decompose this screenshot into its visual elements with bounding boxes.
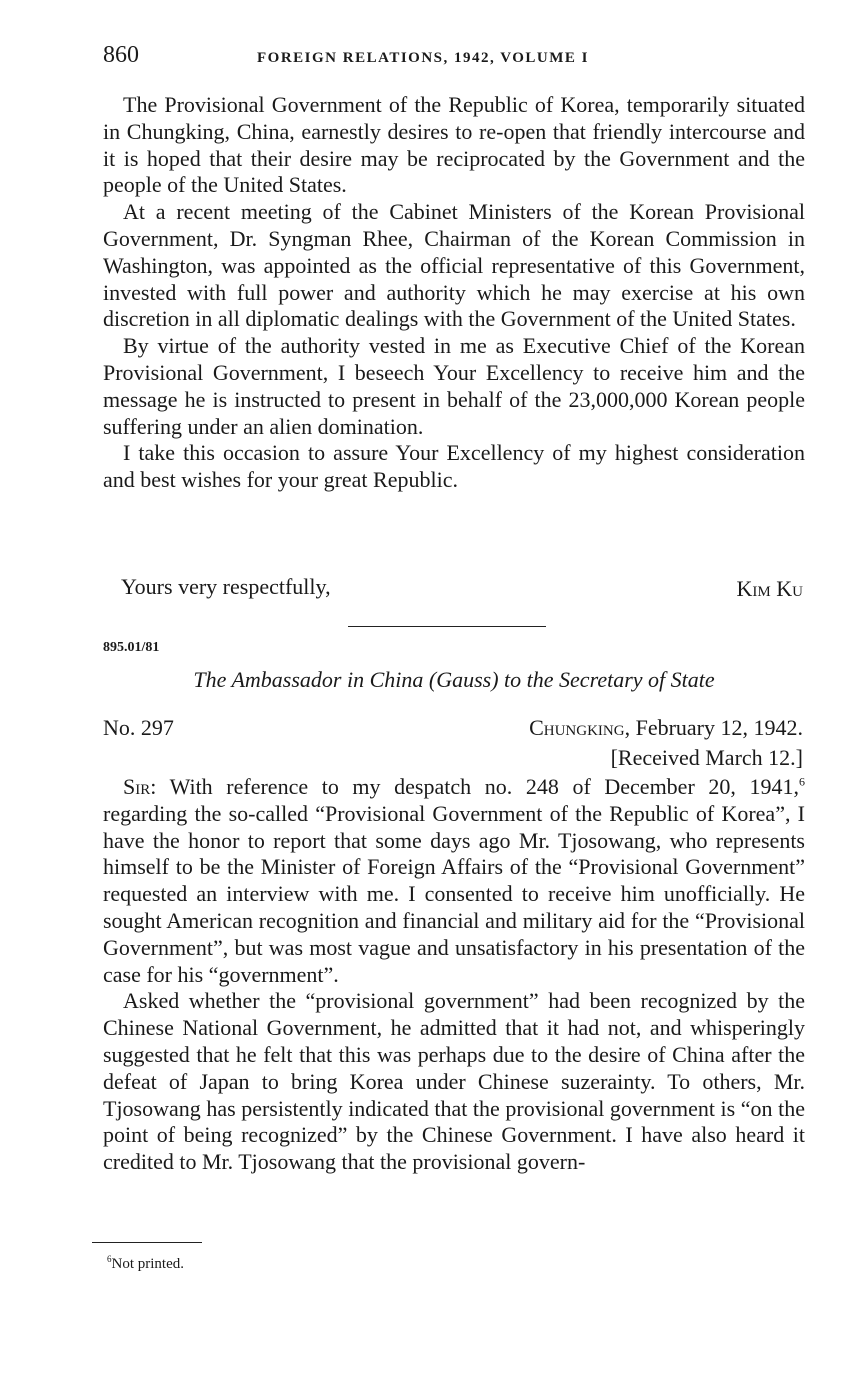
letter-paragraph-4: I take this occasion to assure Your Excellency of my highest consideration and best wishes for your great Republic.: [103, 440, 805, 493]
signature: Kim Ku: [736, 576, 803, 601]
footnote-marker: 6: [107, 1254, 112, 1264]
footnote-text: Not printed.: [111, 1256, 184, 1272]
running-head: FOREIGN RELATIONS, 1942, VOLUME I: [257, 50, 590, 66]
footnote-ref: 6: [799, 774, 805, 789]
salutation: Sir: [123, 774, 151, 799]
despatch-paragraph-1-b: regarding the so-called “Provisional Government of the Republic of Korea”, I have the honor to report that some days ago Mr. Tjosowang, who represents himself to be the Minister of Foreign Affairs of the “Provisional Government” requested an interview with me. I consented to receive him unofficially. He sought American recognition and financial and military aid for the “Provisional Government”, but was most vague and unsatisfactory in his presentation of the case for his “government”.: [103, 800, 805, 987]
received-date: [Received March 12.]: [610, 745, 803, 770]
letter-paragraph-3: By virtue of the authority vested in me as Executive Chief of the Korean Provisional Government, I beseech Your Excellency to receive him and the message he is instructed to present in behalf of the 23,000,000 Korean people suffering under an alien domination.: [103, 333, 805, 439]
footnote: [107, 1256, 184, 1273]
dateline: [103, 715, 805, 775]
despatch-number: No. 297: [103, 715, 174, 740]
despatch-paragraph-1-a: : With reference to my despatch no. 248 of December 20, 1941,: [150, 774, 799, 799]
page-header: [103, 42, 803, 74]
despatch-paragraph-2: Asked whether the “provisional government” had been recognized by the Chinese National Government, he admitted that it had not, and whisperingly suggested that he felt that this was perhaps due to the desire of China after the defeat of Japan to bring Korea under Chinese suzerainty. To others, Mr. Tjosowang has persistently indicated that the provisional government is “on the point of being recognized” by the Chinese Government. I have also heard it credited to Mr. Tjosowang that the provisional govern-: [103, 988, 805, 1175]
place-date: [529, 715, 803, 741]
complimentary-close: Yours very respectfully,: [121, 574, 331, 599]
letter-paragraph-2: At a recent meeting of the Cabinet Ministers of the Korean Provisional Government, Dr. Syngman Rhee, Chairman of the Korean Commission in Washington, was appointed as the official representative of this Government, invested with full power and authority which he may exercise at his own discretion in all diplomatic dealings with the Government of the United States.: [103, 199, 805, 332]
despatch-body: [103, 774, 805, 1176]
letter-closing: [103, 574, 805, 604]
date: February 12, 1942.: [635, 715, 803, 740]
footnote-divider: [92, 1242, 202, 1243]
despatch-paragraph-1: [103, 774, 805, 988]
letter-body: [103, 92, 805, 494]
place: Chungking,: [529, 715, 631, 740]
section-divider: [348, 626, 546, 627]
document-title: The Ambassador in China (Gauss) to the Secretary of State: [193, 667, 715, 692]
letter-paragraph-1: The Provisional Government of the Republic of Korea, temporarily situated in Chungking, China, earnestly desires to re-open that friendly intercourse and it is hoped that their desire may be reciprocated by the Government and the people of the United States.: [103, 92, 805, 198]
page-number: 860: [103, 42, 139, 68]
file-number: 895.01/81: [103, 640, 160, 655]
